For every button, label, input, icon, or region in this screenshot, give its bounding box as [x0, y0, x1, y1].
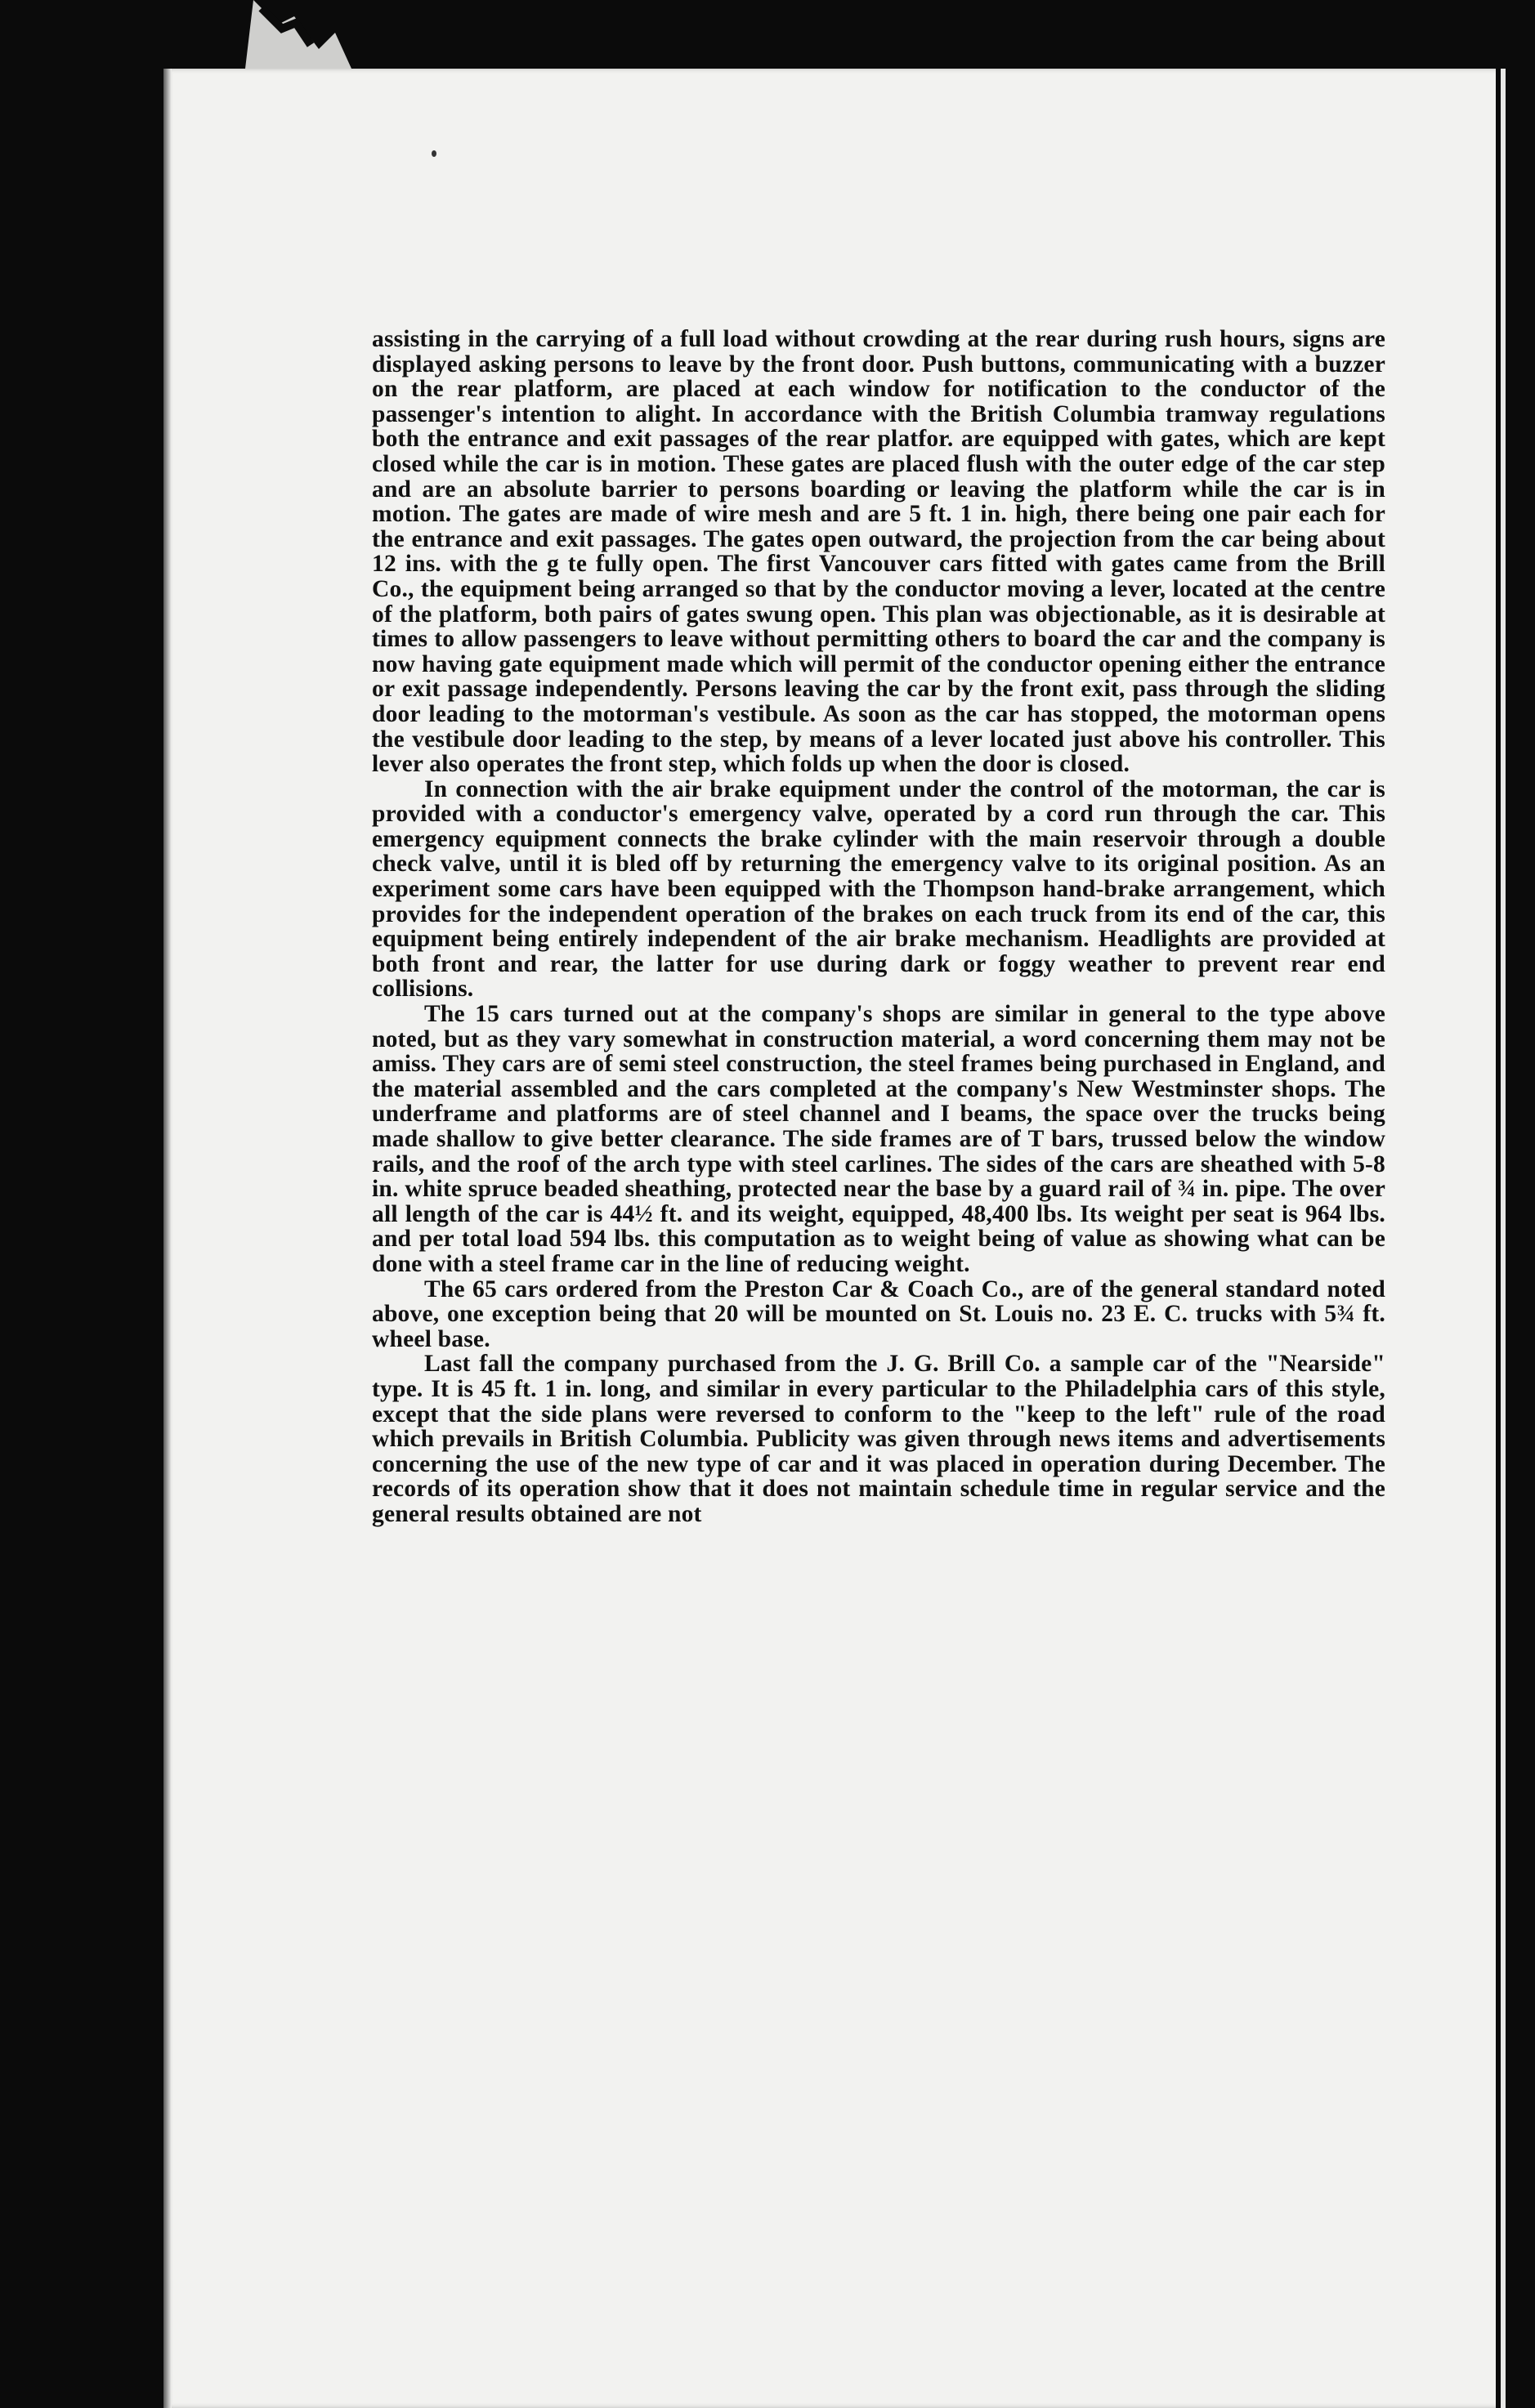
paragraph-4: The 65 cars ordered from the Preston Car & Coach Co., are of the general standard noted above, one exception being that 20 will be mounted on St. Louis no. 23 E. C. trucks with 5¾ ft. wheel base. [372, 1275, 1385, 1352]
adjacent-page-strip [1496, 0, 1535, 2408]
page-edge-shadow [163, 69, 172, 2408]
article-body [372, 327, 1385, 1527]
paragraph-3: The 15 cars turned out at the company's shops are similar in general to the type above noted, but as they vary somewhat in construction material, a word concerning them may not be amiss. They cars are of semi steel construction, the steel frames being purchased in England, and the material assembled and the cars completed at the company's New Westminster shops. The underframe and platforms are of steel channel and I beams, the space over the trucks being made shallow to give better clearance. The side frames are of T bars, trussed below the window rails, and the roof of the arch type with steel carlines. The sides of the cars are sheathed with 5-8 in. white spruce beaded sheathing, protected near the base by a guard rail of ¾ in. pipe. The over all length of the car is 44½ ft. and its weight, equipped, 48,400 lbs. Its weight per seat is 964 lbs. and per total load 594 lbs. this computation as to weight being of value as showing what can be done with a steel frame car in the line of reducing weight. [372, 1001, 1385, 1277]
paragraph-5: Last fall the company purchased from the J. G. Brill Co. a sample car of the "Nearside" type. It is 45 ft. 1 in. long, and similar in every particular to the Philadelphia cars of this style, except that the side plans were reversed to conform to the "keep to the left" rule of the road which prevails in British Columbia. Publicity was given through news items and advertisements concerning the use of the new type of car and it was placed in operation during December. The records of its operation show that it does not maintain schedule time in regular service and the general results obtained are not [372, 1351, 1385, 1527]
paragraph-2: In connection with the air brake equipment under the control of the motorman, the car is provided with a conductor's emergency valve, operated by a cord run through the car. This emergency equipment connects the brake cylinder with the main reservoir through a double check valve, until it is bled off by returning the emergency valve to its original position. As an experiment some cars have been equipped with the Thompson hand-brake arrangement, which provides for the independent operation of the brakes on each truck from its end of the car, this equipment being entirely independent of the air brake mechanism. Headlights are provided at both front and rear, the latter for use during dark or foggy weather to prevent rear end collisions. [372, 775, 1385, 1003]
adjacent-page-edge [1501, 69, 1506, 2408]
page-speck [432, 150, 436, 157]
scan-artifact-mark [245, 0, 360, 69]
paragraph-1: assisting in the carrying of a full load without crowding at the rear during rush hours, signs are displayed asking persons to leave by the front door. Push buttons, communicating with a buzzer on the rear platform, are placed at each window for notification to the conductor of the passenger's intention to alight. In accordance with the British Columbia tramway regulations both the entrance and exit passages of the rear platfor. are equipped with gates, which are kept closed while the car is in motion. These gates are placed flush with the outer edge of the car step and are an absolute barrier to persons boarding or leaving the platform while the car is in motion. The gates are made of wire mesh and are 5 ft. 1 in. high, there being one pair each for the entrance and exit passages. The gates open outward, the projection from the car being about 12 ins. with the g te fully open. The first Vancouver cars fitted with gates came from the Brill Co., the equipment being arranged so that by the conductor moving a lever, located at the centre of the platform, both pairs of gates swung open. This plan was objectionable, as it is desirable at times to allow passengers to leave without permitting others to board the car and the company is now having gate equipment made which will permit of the conductor opening either the entrance or exit passage independently. Persons leaving the car by the front exit, pass through the sliding door leading to the motorman's vestibule. As soon as the car has stopped, the motorman opens the vestibule door leading to the step, by means of a lever located just above his controller. This lever also operates the front step, which folds up when the door is closed. [372, 326, 1385, 778]
